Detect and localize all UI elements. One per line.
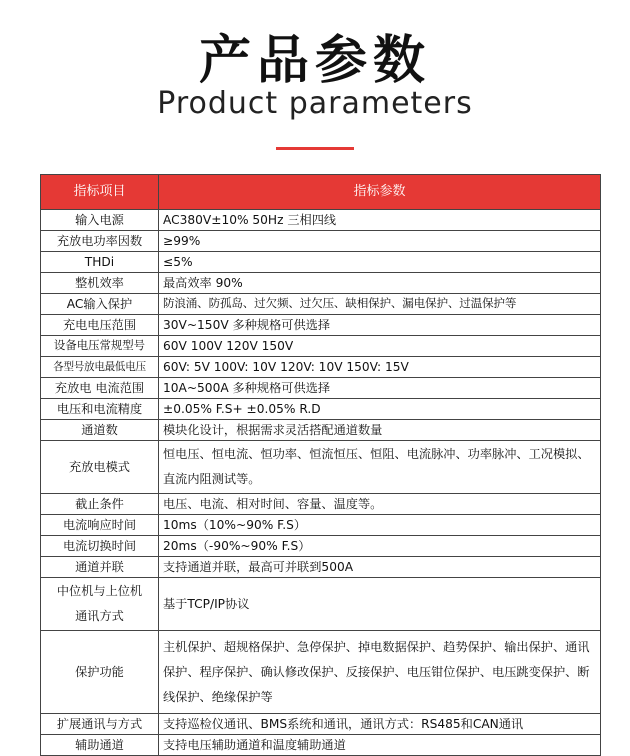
table-row bbox=[41, 399, 601, 420]
row-value: 支持巡检仪通讯、BMS系统和通讯，通讯方式：RS485和CAN通讯 bbox=[159, 714, 601, 735]
row-value: 30V~150V 多种规格可供选择 bbox=[159, 315, 601, 336]
row-value: 60V: 5V 100V: 10V 120V: 10V 150V: 15V bbox=[159, 357, 601, 378]
table-header-row bbox=[41, 175, 601, 210]
row-value: 10A~500A 多种规格可供选择 bbox=[159, 378, 601, 399]
row-key: 中位机与上位机通讯方式 bbox=[41, 578, 159, 631]
table-row bbox=[41, 357, 601, 378]
page-title: 产品参数 bbox=[198, 31, 431, 91]
row-key: 各型号放电最低电压 bbox=[41, 357, 159, 378]
header-value: 指标参数 bbox=[159, 175, 601, 210]
row-key: 设备电压常规型号 bbox=[41, 336, 159, 357]
row-key: 充放电 电流范围 bbox=[41, 378, 159, 399]
row-key: 通道并联 bbox=[41, 557, 159, 578]
row-value: AC380V±10% 50Hz 三相四线 bbox=[159, 210, 601, 231]
table-row bbox=[41, 631, 601, 714]
row-key: 保护功能 bbox=[41, 631, 159, 714]
table-row bbox=[41, 557, 601, 578]
table-row bbox=[41, 252, 601, 273]
table-row bbox=[41, 515, 601, 536]
parameter-table bbox=[40, 174, 601, 756]
row-value: 支持通道并联，最高可并联到500A bbox=[159, 557, 601, 578]
table-row bbox=[41, 231, 601, 252]
table-row bbox=[41, 578, 601, 631]
table-row bbox=[41, 494, 601, 515]
page-subtitle: Product parameters bbox=[157, 86, 473, 121]
table-row bbox=[41, 315, 601, 336]
table-row bbox=[41, 441, 601, 494]
row-value: ≥99% bbox=[159, 231, 601, 252]
table-row bbox=[41, 378, 601, 399]
row-key: 整机效率 bbox=[41, 273, 159, 294]
row-value: 基于TCP/IP协议 bbox=[159, 578, 601, 631]
table-row bbox=[41, 294, 601, 315]
row-key: 电压和电流精度 bbox=[41, 399, 159, 420]
row-value: ±0.05% F.S+ ±0.05% R.D bbox=[159, 399, 601, 420]
row-key: AC输入保护 bbox=[41, 294, 159, 315]
table-row bbox=[41, 420, 601, 441]
header-key: 指标项目 bbox=[41, 175, 159, 210]
title-divider bbox=[276, 147, 354, 150]
row-key: 电流切换时间 bbox=[41, 536, 159, 557]
row-value: 防浪涌、防孤岛、过欠频、过欠压、缺相保护、漏电保护、过温保护等 bbox=[159, 294, 601, 315]
row-value: 最高效率 90% bbox=[159, 273, 601, 294]
row-key: 充放电模式 bbox=[41, 441, 159, 494]
row-key: THDi bbox=[41, 252, 159, 273]
row-value: ≤5% bbox=[159, 252, 601, 273]
table-row bbox=[41, 210, 601, 231]
row-value: 模块化设计，根据需求灵活搭配通道数量 bbox=[159, 420, 601, 441]
row-key: 通道数 bbox=[41, 420, 159, 441]
row-key: 扩展通讯与方式 bbox=[41, 714, 159, 735]
table-row bbox=[41, 714, 601, 735]
row-value: 主机保护、超规格保护、急停保护、掉电数据保护、趋势保护、输出保护、通讯保护、程序保护、确认修改保护、反接保护、电压钳位保护、电压跳变保护、断线保护、绝缘保护等 bbox=[159, 631, 601, 714]
row-key: 充电电压范围 bbox=[41, 315, 159, 336]
row-key: 输入电源 bbox=[41, 210, 159, 231]
table-row bbox=[41, 273, 601, 294]
row-value: 恒电压、恒电流、恒功率、恒流恒压、恒阻、电流脉冲、功率脉冲、工况模拟、直流内阻测试等。 bbox=[159, 441, 601, 494]
table-row bbox=[41, 336, 601, 357]
row-value: 20ms（-90%~90% F.S） bbox=[159, 536, 601, 557]
row-value: 支持电压辅助通道和温度辅助通道 bbox=[159, 735, 601, 756]
table-row bbox=[41, 735, 601, 756]
row-key: 截止条件 bbox=[41, 494, 159, 515]
table-row bbox=[41, 536, 601, 557]
row-key: 充放电功率因数 bbox=[41, 231, 159, 252]
row-value: 10ms（10%~90% F.S） bbox=[159, 515, 601, 536]
row-value: 电压、电流、相对时间、容量、温度等。 bbox=[159, 494, 601, 515]
row-key: 电流响应时间 bbox=[41, 515, 159, 536]
row-key: 辅助通道 bbox=[41, 735, 159, 756]
row-value: 60V 100V 120V 150V bbox=[159, 336, 601, 357]
